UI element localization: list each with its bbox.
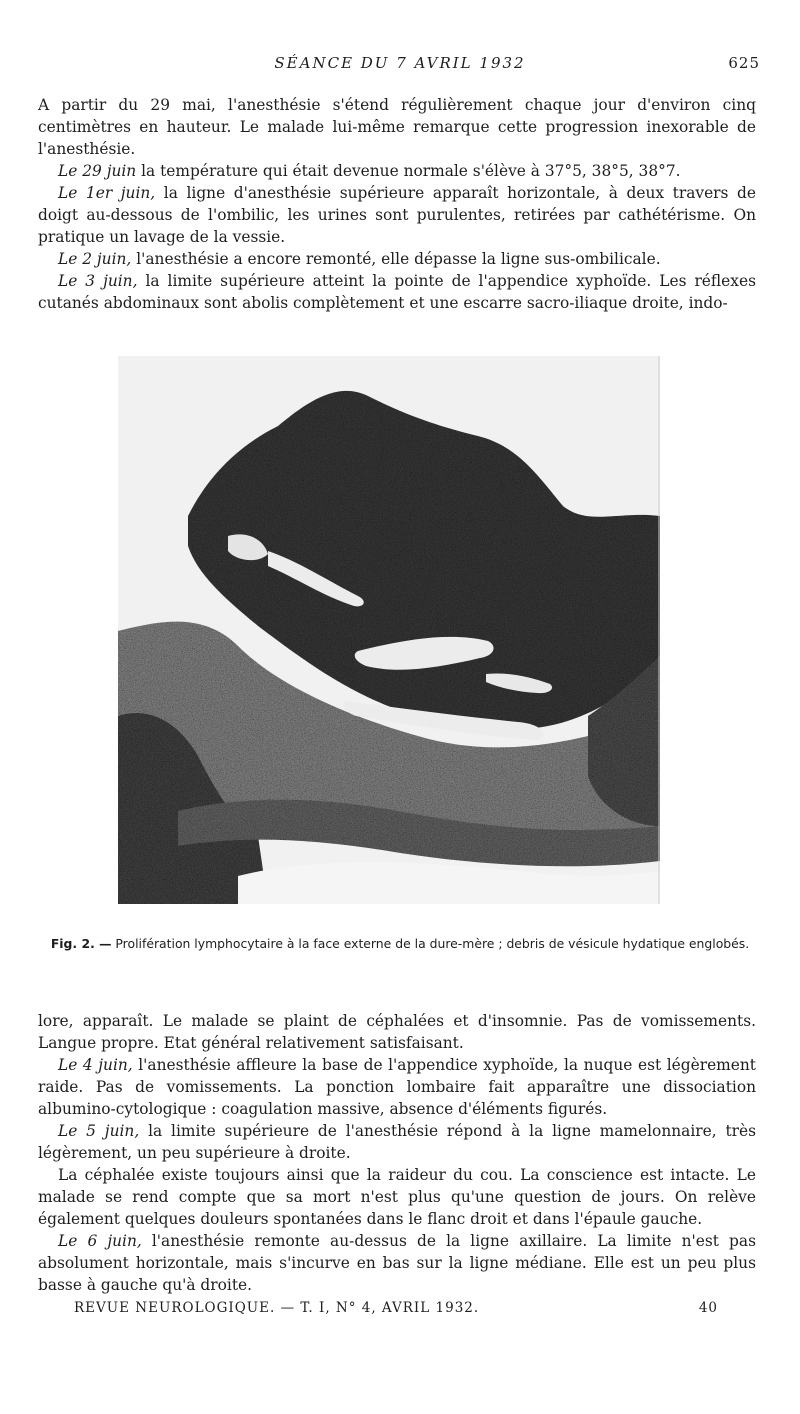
- body-text-bottom: [38, 1010, 756, 1296]
- caption-label: Fig. 2. —: [50, 936, 112, 951]
- paragraph: A partir du 29 mai, l'anesthésie s'étend régulièrement chaque jour d'environ cinq centimètres en hauteur. Le malade lui-même remarque cette progression inexorable de l'anesthésie.: [38, 96, 756, 158]
- paragraph: Le 29 juin la température qui était devenue normale s'élève à 37°5, 38°5, 38°7.: [58, 162, 681, 180]
- page-number: 625: [728, 54, 760, 72]
- micrograph-figure: [118, 356, 660, 904]
- micrograph-image: [118, 356, 660, 904]
- running-head: [40, 54, 760, 76]
- journal-citation: REVUE NEUROLOGIQUE. — T. I, N° 4, AVRIL 1932.: [74, 1300, 480, 1316]
- page-footer: [74, 1300, 718, 1320]
- paragraph: Le 5 juin, la limite supérieure de l'anesthésie répond à la ligne mamelonnaire, très légèrement, un peu supérieure à droite.: [38, 1122, 756, 1162]
- sheet-number: 40: [698, 1300, 718, 1316]
- paragraph: Le 3 juin, la limite supérieure atteint la pointe de l'appendice xyphoïde. Les réflexes cutanés abdominaux sont abolis complètement et une escarre sacro-iliaque droite, indo-: [38, 272, 756, 312]
- body-text-top: [38, 94, 756, 314]
- paragraph: Le 6 juin, l'anesthésie remonte au-dessus de la ligne axillaire. La limite n'est pas absolument horizontale, mais s'incurve en bas sur la ligne médiane. Elle est un peu plus basse à gauche qu'à droite.: [38, 1232, 756, 1294]
- running-title: SÉANCE DU 7 AVRIL 1932: [274, 54, 526, 72]
- paragraph: Le 2 juin, l'anesthésie a encore remonté, elle dépasse la ligne sus-ombilicale.: [58, 250, 661, 268]
- figure-caption: [42, 935, 758, 953]
- caption-text: Prolifération lymphocytaire à la face externe de la dure-mère ; debris de vésicule hydatique englobés.: [111, 936, 750, 951]
- paragraph: La céphalée existe toujours ainsi que la raideur du cou. La conscience est intacte. Le malade se rend compte que sa mort n'est plus qu'une question de jours. On relève également quelques douleurs spontanées dans le flanc droit et dans l'épaule gauche.: [38, 1166, 756, 1228]
- paragraph: lore, apparaît. Le malade se plaint de céphalées et d'insomnie. Pas de vomissements. Langue propre. Etat général relativement satisfaisant.: [38, 1012, 756, 1052]
- paragraph: Le 1er juin, la ligne d'anesthésie supérieure apparaît horizontale, à deux travers de doigt au-dessous de l'ombilic, les urines sont purulentes, retirées par cathétérisme. On pratique un lavage de la vessie.: [38, 184, 756, 246]
- paragraph: Le 4 juin, l'anesthésie affleure la base de l'appendice xyphoïde, la nuque est légèrement raide. Pas de vomissements. La ponction lombaire fait apparaître une dissociation albumino-cytologique : coagulation massive, absence d'éléments figurés.: [38, 1056, 756, 1118]
